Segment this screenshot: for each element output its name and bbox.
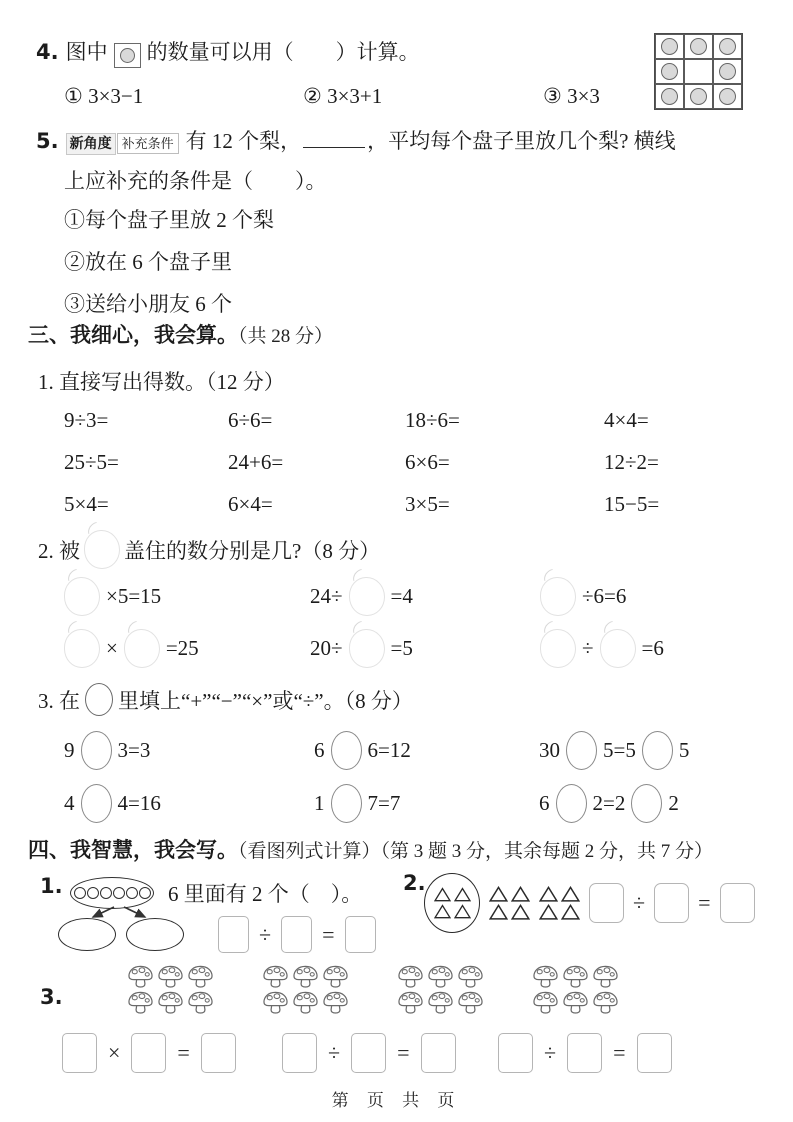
section-3-title: 三、我细心，我会算。 [28, 323, 238, 347]
grid-circle [661, 38, 678, 55]
grid-cell [655, 84, 684, 109]
small-circle [113, 887, 125, 899]
math-problem: 18÷6= [405, 408, 460, 432]
sec3-q3-label [38, 683, 413, 716]
empty-oval [126, 918, 184, 951]
peach-icon [349, 629, 385, 668]
peach-icon [349, 577, 385, 616]
sec3-q3-label-before: 3. 在 [38, 689, 80, 713]
triangle-icon [511, 886, 530, 902]
multiply-sign: × [108, 1040, 121, 1065]
section-4-note: （看图列式计算）（第 3 题 3 分，其余每题 2 分，共 7 分） [238, 841, 714, 862]
math-problem: 3×5= [405, 492, 450, 516]
mushroom-figure-row [126, 964, 620, 1016]
question-4-text-before: 图中 [65, 40, 108, 64]
problem-text: ×5=15 [106, 584, 162, 608]
problem-text: 3=3 [117, 738, 151, 762]
peach-problems-row-1 [64, 577, 784, 616]
equals-sign: = [397, 1040, 410, 1065]
new-angle-badge: 新角度 [66, 133, 116, 155]
mushroom-icon [261, 990, 290, 1015]
operator-problems-row-1 [64, 731, 784, 770]
divide-sign: ÷ [259, 921, 272, 947]
answer-box [218, 916, 249, 953]
problem-text: 1 [314, 791, 325, 815]
grid-cell [655, 34, 684, 59]
circle-grid-figure [654, 33, 743, 110]
section-4-header [28, 834, 713, 864]
problem-text: 4=16 [117, 791, 161, 815]
question-5-line2: 上应补充的条件是（ ）。 [64, 169, 327, 193]
problem-text: 6 [314, 738, 325, 762]
equals-sign: = [698, 890, 711, 915]
question-5-option-1: ①每个盘子里放 2 个梨 [64, 208, 274, 232]
problem-text: 20÷ [310, 636, 343, 660]
question-4-option-3: ③ 3×3 [543, 84, 600, 108]
operator-circle [81, 784, 112, 823]
sec4-q2-figure-row [424, 873, 755, 933]
question-4-number: 4. [36, 40, 59, 64]
operator-circle [642, 731, 673, 770]
mushroom-icon [591, 964, 620, 989]
problem-text: 5=5 [603, 738, 636, 762]
operator-problem [64, 731, 314, 770]
problem-text: 6=12 [367, 738, 411, 762]
operator-problem [64, 784, 314, 823]
peach-problems-row-2 [64, 629, 784, 668]
mushroom-icon [261, 964, 290, 989]
answer-box [131, 1033, 166, 1073]
math-problem: 4×4= [604, 408, 649, 432]
answer-box [637, 1033, 672, 1073]
circled-triangle-group [424, 873, 480, 933]
triangle-group [489, 886, 530, 920]
equals-sign: = [322, 921, 335, 947]
math-problem: 15−5= [604, 492, 660, 516]
problem-text: 9 [64, 738, 75, 762]
question-4-option-2: ② 3×3+1 [303, 84, 383, 108]
sec4-q1-number: 1. [40, 874, 63, 898]
operator-problem [539, 731, 784, 770]
grid-circle [661, 63, 678, 80]
operator-problems-row-2 [64, 784, 784, 823]
mushroom-equation-divide-1 [282, 1033, 456, 1073]
sec4-q2-number: 2. [403, 871, 426, 895]
operator-circle [331, 784, 362, 823]
problem-text: =5 [390, 636, 413, 660]
small-circle [126, 887, 138, 899]
empty-oval [58, 918, 116, 951]
answer-box [282, 1033, 317, 1073]
peach-icon [84, 530, 120, 569]
math-problem: 25÷5= [64, 450, 119, 474]
math-problem: 6×4= [228, 492, 273, 516]
peach-icon [540, 577, 576, 616]
mushroom-icon [186, 990, 215, 1015]
grid-cell [684, 84, 713, 109]
operator-circle [631, 784, 662, 823]
triangle-icon [539, 886, 558, 902]
problem-text: 7=7 [367, 791, 401, 815]
math-problem: 6×6= [405, 450, 450, 474]
small-circle [100, 887, 112, 899]
answer-box [351, 1033, 386, 1073]
grid-cell [655, 59, 684, 84]
grid-circle [719, 38, 736, 55]
mushroom-icon [426, 964, 455, 989]
question-5-number: 5. [36, 129, 59, 153]
math-problem: 12÷2= [604, 450, 659, 474]
problem-text: 5 [678, 738, 690, 762]
supplement-condition-badge: 补充条件 [117, 133, 179, 154]
question-4-text-after: 的数量可以用（ ）计算。 [146, 40, 420, 64]
sec4-q3-number: 3. [40, 985, 63, 1009]
operator-text: × [106, 636, 118, 660]
answer-box [589, 883, 624, 923]
grid-cell [713, 84, 742, 109]
triangle-icon [454, 887, 471, 902]
mushroom-icon [561, 990, 590, 1015]
section-4-title: 四、我智慧，我会写。 [28, 838, 238, 862]
grid-circle [690, 88, 707, 105]
grid-cell-empty [684, 59, 713, 84]
peach-problem [310, 629, 540, 668]
mushroom-icon [186, 964, 215, 989]
small-circle [139, 887, 151, 899]
peach-icon [540, 629, 576, 668]
question-5-option-2: ②放在 6 个盘子里 [64, 250, 232, 274]
peach-icon [64, 629, 100, 668]
triangle-icon [489, 886, 508, 902]
mushroom-icon [561, 964, 590, 989]
mushroom-icon [456, 964, 485, 989]
peach-problem [540, 577, 784, 616]
mushroom-icon [291, 964, 320, 989]
mushroom-icon [591, 990, 620, 1015]
grid-circle [690, 38, 707, 55]
circle-symbol-icon [114, 43, 141, 68]
peach-problem [310, 577, 540, 616]
mushroom-equation-divide-2 [498, 1033, 672, 1073]
mushroom-icon [321, 990, 350, 1015]
triangle-group [539, 886, 580, 920]
problem-text: 24÷ [310, 584, 343, 608]
triangle-icon [511, 904, 530, 920]
grid-circle [661, 88, 678, 105]
answer-box [567, 1033, 602, 1073]
mushroom-group [531, 964, 620, 1016]
triangle-icon [539, 904, 558, 920]
equals-sign: = [177, 1040, 190, 1065]
operator-problem [314, 731, 539, 770]
sec3-q3-label-after: 里填上“+”“−”“×”或“÷”。（8 分） [118, 689, 413, 713]
triangle-icon [561, 886, 580, 902]
answer-box [345, 916, 376, 953]
mushroom-group [126, 964, 215, 1016]
math-problem: 5×4= [64, 492, 109, 516]
answer-box [201, 1033, 236, 1073]
question-4-stem [36, 36, 420, 68]
sec4-q1-text: 6 里面有 2 个（ ）。 [168, 882, 363, 906]
mushroom-icon [156, 990, 185, 1015]
sec4-q1-answer-row [58, 916, 376, 953]
mushroom-icon [531, 990, 560, 1015]
operator-circle [556, 784, 587, 823]
small-circle [74, 887, 86, 899]
peach-icon [64, 577, 100, 616]
mushroom-icon [426, 990, 455, 1015]
answer-box [62, 1033, 97, 1073]
mushroom-group [396, 964, 485, 1016]
operator-text: ÷ [582, 636, 594, 660]
triangle-icon [454, 904, 471, 919]
problem-text: =6 [641, 636, 664, 660]
divide-sign: ÷ [633, 890, 646, 915]
answer-box [421, 1033, 456, 1073]
section-3-score: （共 28 分） [238, 326, 334, 347]
sec3-q2-label-before: 2. 被 [38, 539, 80, 563]
grid-cell [713, 59, 742, 84]
triangle-icon [489, 904, 508, 920]
peach-problem [64, 629, 310, 668]
mushroom-icon [291, 990, 320, 1015]
problem-text: ÷6=6 [582, 584, 627, 608]
triangle-icon [434, 904, 451, 919]
small-circle [87, 887, 99, 899]
grid-circle [719, 63, 736, 80]
mushroom-icon [531, 964, 560, 989]
sec3-q2-label [38, 530, 380, 569]
problem-text: 6 [539, 791, 550, 815]
mushroom-icon [456, 990, 485, 1015]
triangle-icon [561, 904, 580, 920]
oval-with-six-circles [70, 877, 154, 909]
answer-box [720, 883, 755, 923]
mushroom-icon [396, 990, 425, 1015]
peach-icon [124, 629, 160, 668]
mushroom-icon [156, 964, 185, 989]
problem-text: 2=2 [592, 791, 626, 815]
peach-icon [600, 629, 636, 668]
question-4-option-1: ① 3×3−1 [64, 84, 144, 108]
grid-cell [684, 34, 713, 59]
mushroom-icon [126, 990, 155, 1015]
math-problem: 24+6= [228, 450, 284, 474]
answer-box [654, 883, 689, 923]
operator-problem [314, 784, 539, 823]
peach-problem [64, 577, 310, 616]
question-5-text-before: 有 12 个梨， [185, 129, 302, 153]
operator-circle [566, 731, 597, 770]
divide-sign: ÷ [544, 1040, 557, 1065]
answer-box [498, 1033, 533, 1073]
math-problem: 6÷6= [228, 408, 273, 432]
question-5-option-3: ③送给小朋友 6 个 [64, 292, 232, 316]
operator-circle [331, 731, 362, 770]
sec3-q1-label: 1. 直接写出得数。（12 分） [38, 370, 285, 394]
problem-text: =25 [165, 636, 199, 660]
problem-text: 30 [539, 738, 560, 762]
operator-circle [81, 731, 112, 770]
equals-sign: = [613, 1040, 626, 1065]
triangle-icon [434, 887, 451, 902]
fill-in-blank-line [303, 129, 365, 148]
circle-glyph [120, 48, 135, 63]
mental-math-grid [64, 399, 764, 525]
answer-box [281, 916, 312, 953]
problem-text: 4 [64, 791, 75, 815]
problem-text: =4 [390, 584, 413, 608]
operator-problem [539, 784, 784, 823]
mushroom-group [261, 964, 350, 1016]
grid-cell [713, 34, 742, 59]
sec3-q2-label-after: 盖住的数分别是几?（8 分） [124, 539, 381, 563]
mushroom-equation-multiply [62, 1033, 236, 1073]
mushroom-icon [321, 964, 350, 989]
mushroom-icon [126, 964, 155, 989]
mushroom-icon [396, 964, 425, 989]
section-3-header [28, 319, 333, 349]
question-5-stem [36, 125, 676, 155]
math-problem: 9÷3= [64, 408, 109, 432]
triangle-group [434, 887, 471, 919]
grid-circle [719, 88, 736, 105]
page-footer: 第 页 共 页 [331, 1091, 462, 1110]
operator-circle-icon [85, 683, 113, 716]
peach-problem [540, 629, 784, 668]
divide-sign: ÷ [328, 1040, 341, 1065]
question-5-text-after: ，平均每个盘子里放几个梨? 横线 [367, 129, 676, 153]
problem-text: 2 [668, 791, 679, 815]
